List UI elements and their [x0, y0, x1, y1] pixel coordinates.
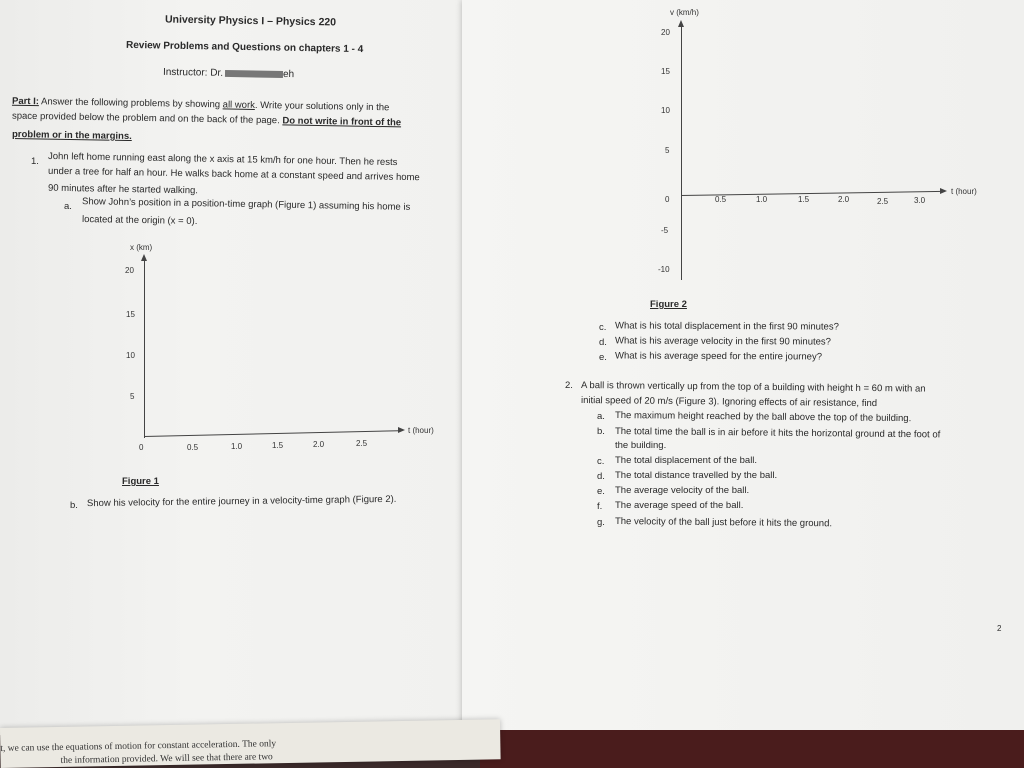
part1-label: Part I:: [11, 95, 40, 108]
bottom-text-line1: t, we can use the equations of motion for constant acceleration. The only: [0, 739, 277, 754]
bottom-page-edge: [0, 719, 501, 768]
part1-line2: [12, 111, 401, 129]
q2-item-text: The velocity of the ball just before it hits the ground.: [614, 516, 833, 530]
fig1-y-axis: [144, 258, 145, 438]
fig2-neg-tick: -5: [661, 226, 669, 235]
q1-line1: John left home running east along the x axis at 15 km/h for one hour. Then he rests: [47, 150, 398, 169]
fig2-x-tick: 2.5: [877, 197, 889, 206]
fig2-x-axis-label: t (hour): [951, 187, 977, 196]
left-page: [0, 0, 470, 735]
part1-warning1: Do not write in front of the: [282, 115, 402, 129]
q2-item-text: The total time the ball is in air before it hits the horizontal ground at the foot of: [614, 426, 941, 441]
instructor-label: Instructor: Dr.: [162, 66, 224, 79]
part1-text1-end: . Write your solutions only in the: [254, 99, 390, 114]
fig2-neg-tick: -10: [658, 265, 670, 274]
q2-item-label: f.: [597, 501, 603, 512]
q1-line2: under a tree for half an hour. He walks back home at a constant speed and arrives home: [47, 165, 420, 184]
q2-item-label: g.: [597, 517, 605, 528]
q2-item-label: d.: [597, 471, 605, 482]
part1-all-work: all work: [222, 99, 255, 111]
page-number: 2: [997, 624, 1002, 633]
q1a-line2: located at the origin (x = 0).: [81, 213, 198, 228]
instructor-name-tail: eh: [282, 68, 295, 81]
fig1-origin: 0: [139, 443, 144, 452]
q2-item-text: The total displacement of the ball.: [615, 455, 758, 466]
q1b-text: Show his velocity for the entire journey in a velocity-time graph (Figure 2).: [86, 493, 397, 510]
fig2-x-tick: 1.5: [798, 195, 810, 204]
fig1-y-tick: 5: [130, 392, 135, 401]
fig2-y-tick: 5: [665, 146, 670, 155]
q2-item-text: The average speed of the ball.: [615, 500, 744, 511]
part1-warning2: problem or in the margins.: [11, 128, 132, 143]
q1-number: 1.: [31, 156, 39, 167]
right-page: [462, 0, 1024, 735]
part1-text2: space provided below the problem and on the back of the page.: [11, 110, 283, 127]
fig2-x-tick: 1.0: [756, 195, 768, 204]
q2-item-text: The maximum height reached by the ball above the top of the building.: [614, 410, 912, 425]
fig1-x-arrow: [398, 427, 405, 433]
q1a-label: a.: [64, 201, 72, 212]
fig1-x-axis: [144, 430, 399, 437]
q2-line2: initial speed of 20 m/s (Figure 3). Ignoring effects of air resistance, find: [580, 395, 878, 410]
q2-item-label: c.: [597, 456, 605, 467]
fig2-origin: 0: [665, 195, 670, 204]
course-title: University Physics I – Physics 220: [164, 13, 337, 29]
review-subtitle: Review Problems and Questions on chapters 1 - 4: [125, 39, 364, 56]
q2-line1: A ball is thrown vertically up from the top of a building with height h = 60 m with an: [580, 380, 926, 395]
fig1-y-tick: 15: [126, 310, 135, 319]
figure2-caption: Figure 2: [650, 299, 687, 310]
background-folder: [480, 730, 1024, 768]
q1e-label: e.: [599, 352, 607, 363]
q1c-text: What is his total displacement in the first 90 minutes?: [614, 320, 839, 333]
q2-item-label: a.: [597, 411, 605, 422]
fig2-y-tick: 15: [661, 67, 670, 76]
q1b-label: b.: [70, 500, 78, 511]
q1a-line1: Show John’s position in a position-time graph (Figure 1) assuming his home is: [81, 196, 411, 213]
fig1-x-tick: 2.5: [356, 439, 368, 448]
q2-item-text: the building.: [615, 440, 667, 451]
fig2-x-tick: 2.0: [838, 195, 850, 204]
q1-line3: 90 minutes after he started walking.: [47, 182, 199, 197]
q2-item-label: e.: [597, 486, 605, 497]
fig2-x-tick: 3.0: [914, 196, 926, 205]
fig2-y-tick: 10: [661, 106, 670, 115]
part1-text1: Answer the following problems by showing: [38, 96, 223, 111]
fig2-y-axis: [681, 25, 682, 280]
fig1-x-axis-label: t (hour): [408, 426, 434, 435]
fig1-x-tick: 2.0: [313, 440, 325, 449]
fig2-x-arrow: [940, 188, 947, 194]
bottom-text-line2: the information provided. We will see that there are two: [60, 752, 273, 766]
fig1-y-tick: 20: [125, 266, 134, 275]
q2-item-label: b.: [597, 426, 605, 437]
fig2-y-tick: 20: [661, 28, 670, 37]
redacted-name: [225, 70, 283, 78]
fig2-x-tick: 0.5: [715, 195, 727, 204]
fig1-x-tick: 1.0: [231, 442, 243, 451]
fig1-x-tick: 1.5: [272, 441, 284, 450]
q1d-label: d.: [599, 337, 607, 348]
figure1-caption: Figure 1: [122, 476, 159, 487]
fig1-x-tick: 0.5: [187, 443, 199, 452]
q1e-text: What is his average speed for the entire journey?: [614, 350, 823, 363]
fig2-y-axis-label: v (km/h): [670, 8, 699, 17]
q2-item-text: The total distance travelled by the ball.: [615, 470, 778, 481]
fig1-y-axis-label: x (km): [130, 243, 153, 252]
q1d-text: What is his average velocity in the first 90 minutes?: [614, 335, 831, 348]
q2-number: 2.: [565, 380, 573, 391]
q1c-label: c.: [599, 322, 607, 333]
q2-item-text: The average velocity of the ball.: [615, 485, 750, 496]
instructor-line: [163, 67, 294, 80]
fig1-y-tick: 10: [126, 351, 135, 360]
